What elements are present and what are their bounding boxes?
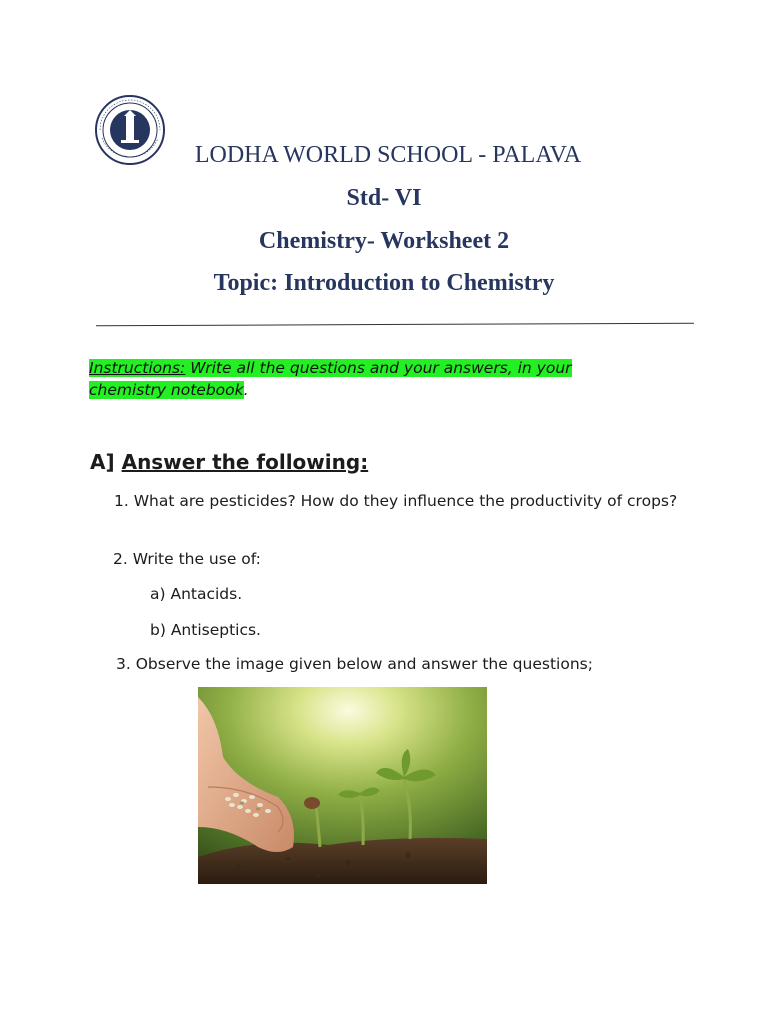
section-a-title: Answer the following: (121, 450, 369, 474)
instructions-label: Instructions: (89, 359, 186, 377)
standard-title: Std- VI (346, 185, 422, 211)
question-3: 3. Observe the image given below and answer the questions; (116, 655, 593, 673)
section-a-heading (90, 450, 368, 474)
question-2b: b) Antiseptics. (150, 621, 261, 639)
school-name: LODHA WORLD SCHOOL - PALAVA (194, 142, 582, 168)
section-a-prefix: A] (90, 450, 115, 474)
instructions-block (89, 357, 609, 401)
instructions-end: . (243, 381, 249, 399)
seedlings-photo (198, 687, 487, 884)
worksheet-title: Chemistry- Worksheet 2 (258, 228, 510, 254)
topic-title: Topic: Introduction to Chemistry (213, 270, 555, 296)
question-2a: a) Antacids. (150, 585, 243, 603)
instructions-text: Write all the questions and your answers, in your chemistry notebook (89, 359, 572, 399)
question-2: 2. Write the use of: (113, 550, 261, 568)
header-divider (96, 323, 694, 327)
question-1: 1. What are pesticides? How do they influence the productivity of crops? (114, 492, 678, 510)
